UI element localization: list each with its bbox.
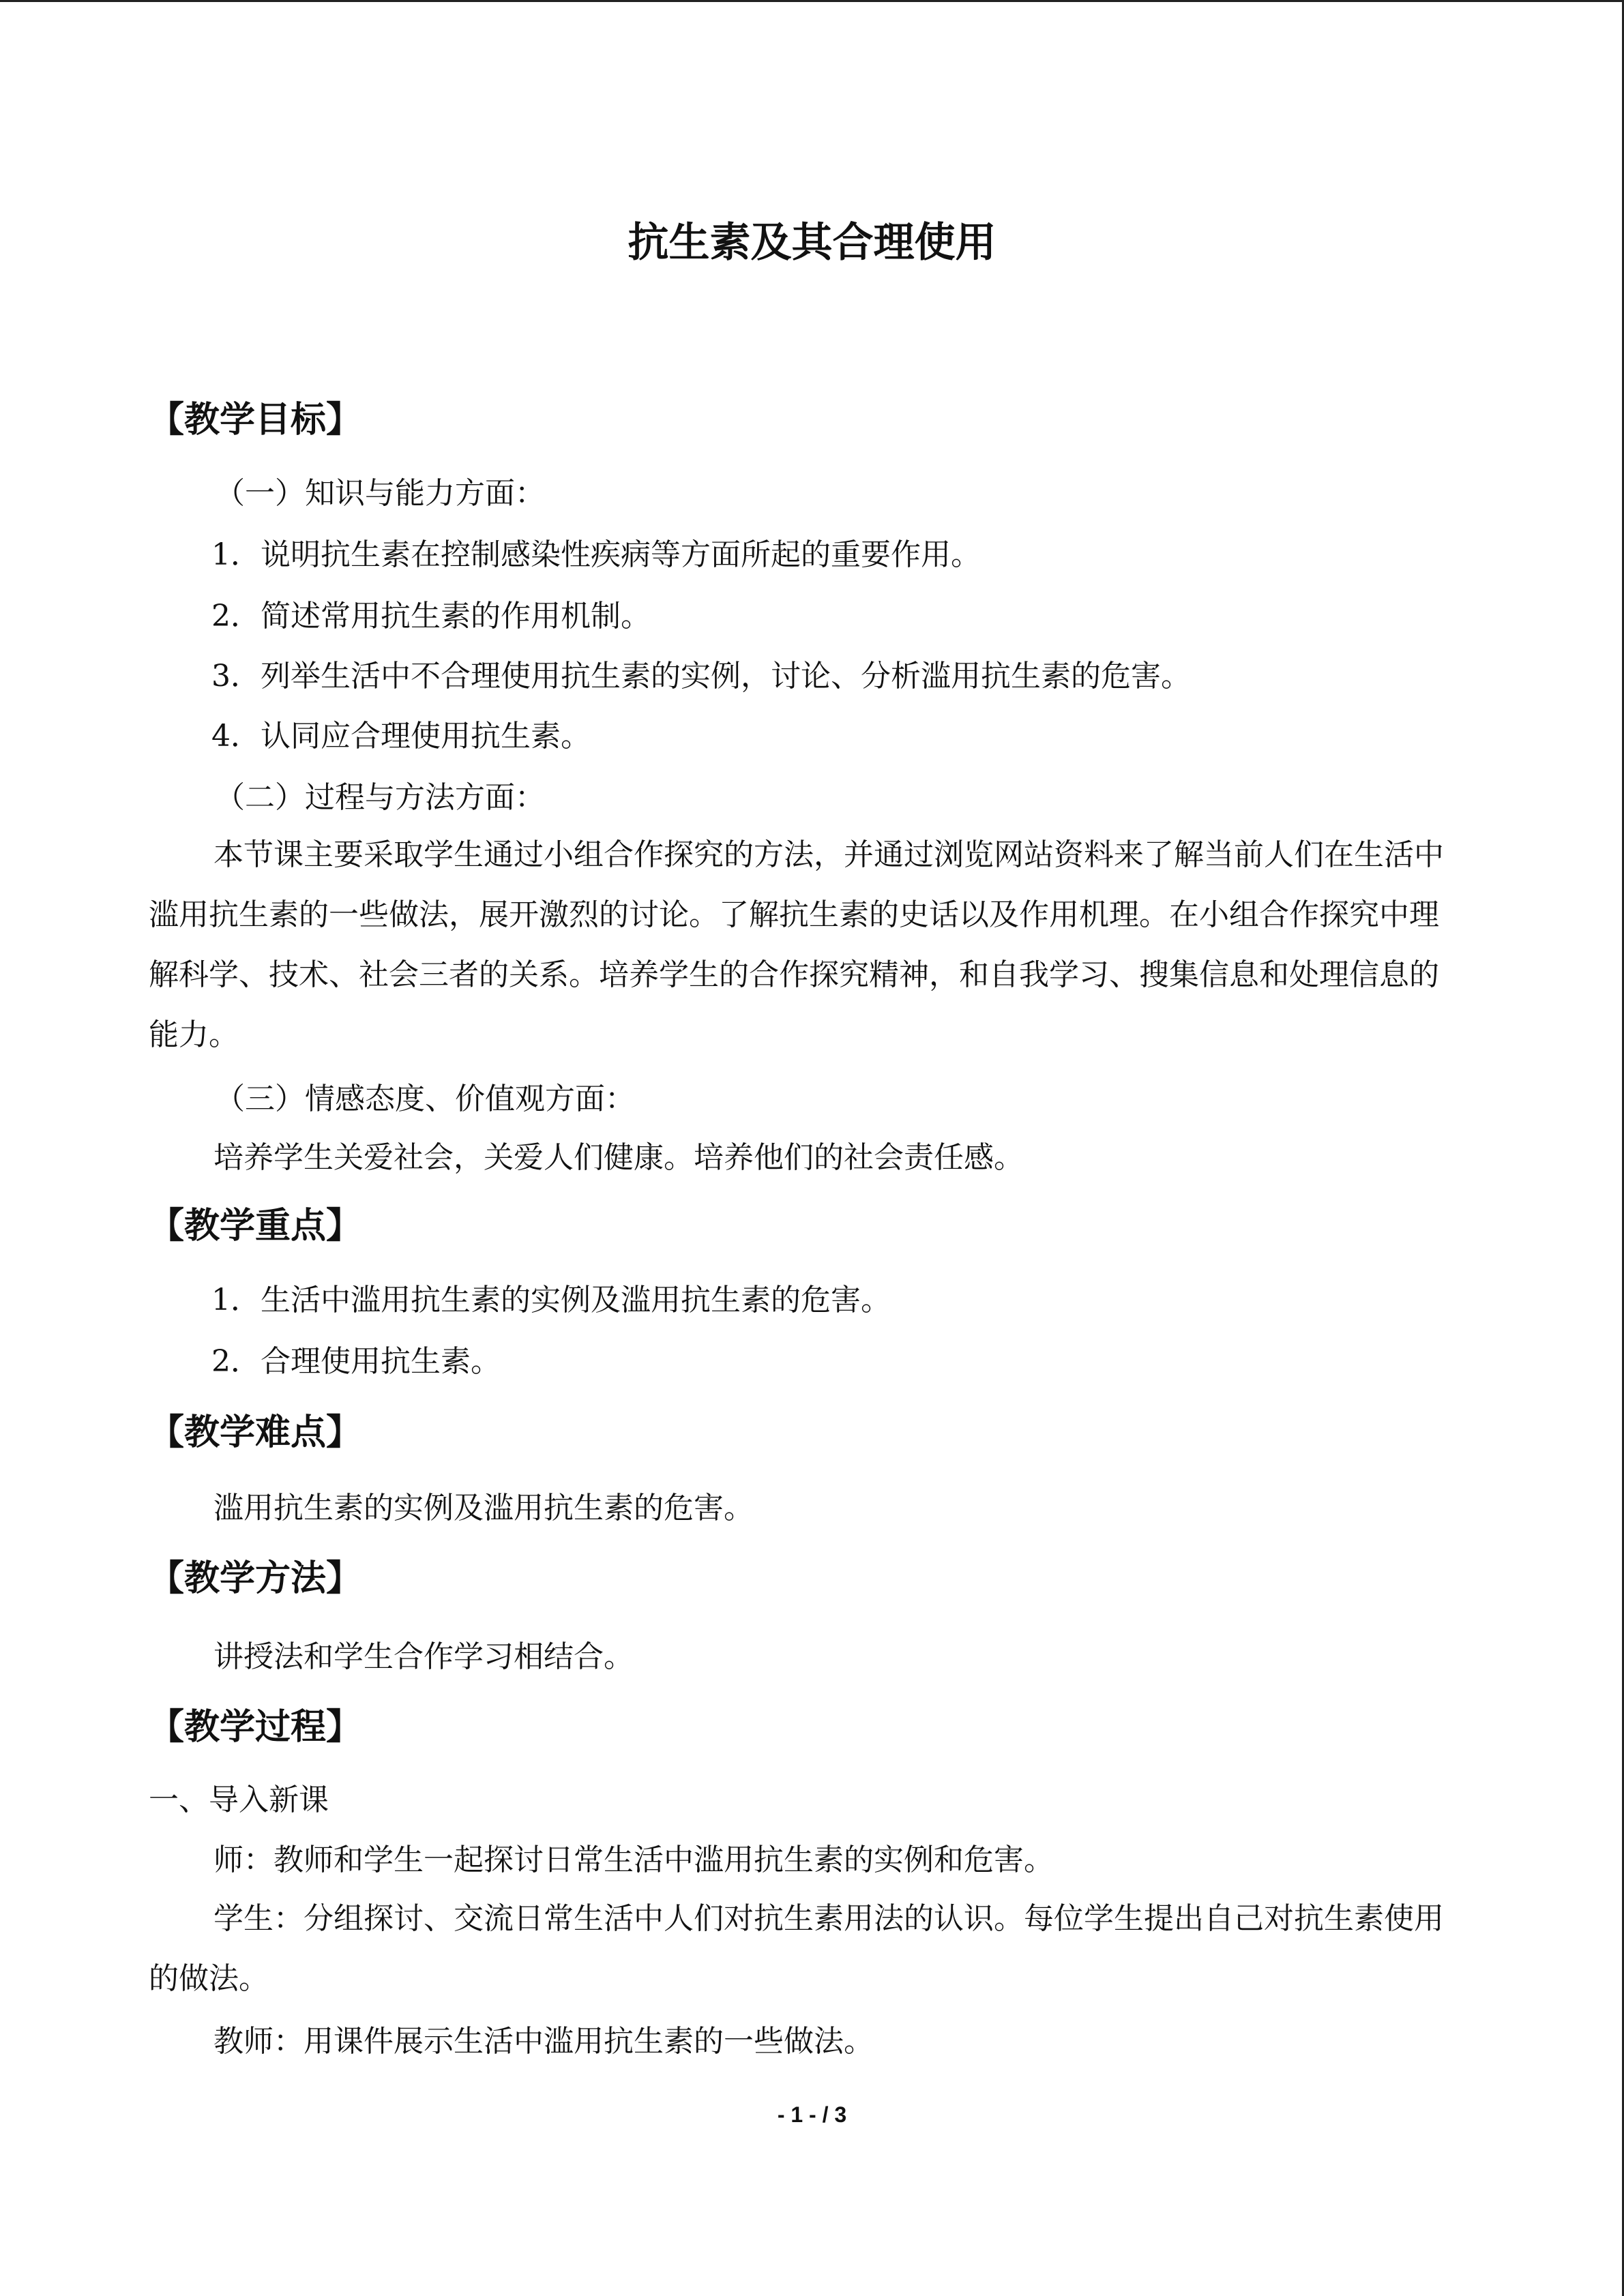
section-heading-key-points: 【教学重点】 [149,1206,362,1247]
goals-item-1: 1．说明抗生素在控制感染性疾病等方面所起的重要作用。 [211,537,981,572]
key-point-item-1: 1．生活中滥用抗生素的实例及滥用抗生素的危害。 [211,1283,891,1317]
section-heading-methods: 【教学方法】 [149,1558,362,1599]
goals-subheading-values: （三）情感态度、价值观方面： [215,1082,635,1116]
difficulties-text: 滥用抗生素的实例及滥用抗生素的危害。 [213,1491,754,1525]
process-teacher-slides-line: 教师：用课件展示生活中滥用抗生素的一些做法。 [213,2024,874,2059]
page-border-top [0,0,1624,2]
goals-values-paragraph: 培养学生关爱社会，关爱人们健康。培养他们的社会责任感。 [213,1140,1024,1175]
page-number: - 1 - / 3 [777,2102,847,2127]
goals-item-4: 4．认同应合理使用抗生素。 [211,719,591,754]
page-title: 抗生素及其合理使用 [628,219,996,267]
section-heading-goals: 【教学目标】 [149,400,362,441]
process-teacher-line: 师：教师和学生一起探讨日常生活中滥用抗生素的实例和危害。 [213,1843,1054,1877]
goals-process-paragraph: 本节课主要采取学生通过小组合作探究的方法，并通过浏览网站资料来了解当前人们在生活中滥用抗生素的一些做法，展开激烈的讨论。了解抗生素的史话以及作用机理。在小组合作探究中理解科学、技术、社会三者的关系。培养学生的合作探究精神，和自我学习、搜集信息和处理信息的能力。 [149,837,1444,1052]
goals-subheading-knowledge: （一）知识与能力方面： [215,476,545,511]
goals-item-2: 2．简述常用抗生素的作用机制。 [211,599,651,633]
process-step-intro: 一、导入新课 [149,1783,329,1817]
goals-subheading-process: （二）过程与方法方面： [215,780,545,815]
process-student-paragraph: 学生：分组探讨、交流日常生活中人们对抗生素用法的认识。每位学生提出自己对抗生素使用的做法。 [149,1901,1444,1996]
section-heading-process: 【教学过程】 [149,1707,362,1748]
key-point-item-2: 2．合理使用抗生素。 [211,1344,501,1379]
goals-item-3: 3．列举生活中不合理使用抗生素的实例，讨论、分析滥用抗生素的危害。 [211,659,1191,694]
section-heading-difficulties: 【教学难点】 [149,1412,362,1453]
methods-text: 讲授法和学生合作学习相结合。 [213,1639,634,1674]
